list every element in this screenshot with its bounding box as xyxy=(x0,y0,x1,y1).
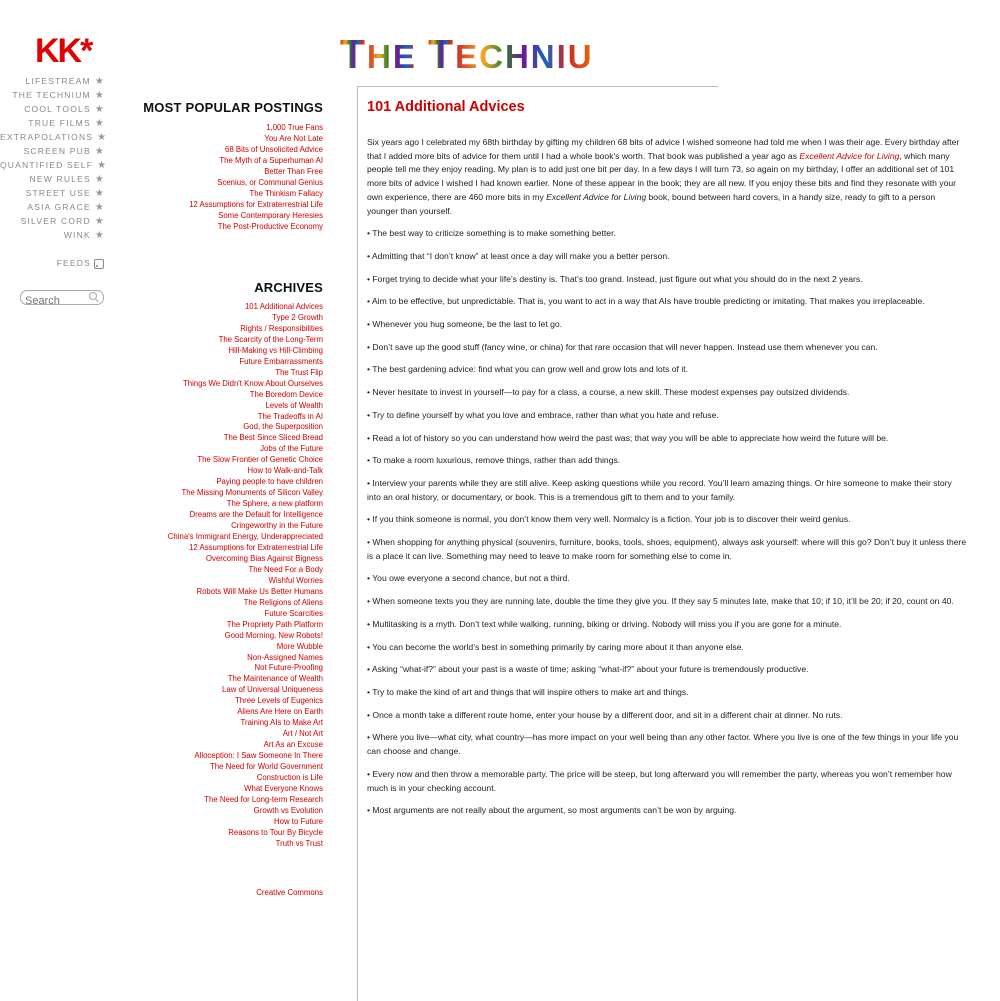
star-icon: ★ xyxy=(94,230,105,241)
post-link[interactable]: How to Walk-and-Talk xyxy=(247,466,323,476)
search-box xyxy=(20,290,104,305)
post-link[interactable]: The Need for World Government xyxy=(210,762,323,772)
nav-item-quantified-self[interactable] xyxy=(0,158,110,172)
post-link[interactable]: Growth vs Evolution xyxy=(253,805,323,815)
nav-item-the-technium[interactable] xyxy=(0,88,110,102)
post-link[interactable]: Reasons to Tour By Bicycle xyxy=(228,827,323,837)
nav-item-label: SILVER CORD xyxy=(20,216,91,226)
nav-item-new-rules[interactable] xyxy=(0,172,110,186)
popular-postings-list xyxy=(189,123,323,233)
post-link[interactable]: Overcoming Bias Against Bigness xyxy=(205,553,323,563)
post-link[interactable]: Scenius, or Communal Genius xyxy=(217,177,323,187)
star-icon: ★ xyxy=(94,202,105,213)
post-link[interactable]: The Trust Flip xyxy=(275,367,323,377)
intro-text: Six years ago I celebrated my 68th birthday by gifting my children 68 bits of advice I wished someone had told me when I was their age. Every birthday after that I added more bits of advice for them until I had a whole book's worth. That book was published a year ago as xyxy=(367,137,960,161)
advice-item: • Read a lot of history so you can understand how weird the past was; that way you will be able to appreciate how weird the future will be. xyxy=(367,432,889,443)
article-panel xyxy=(357,86,967,1001)
advice-item: • Interview your parents while they are still alive. Keep asking questions while you record. You’ll learn amazing things. Or hire someone to make their story into an oral history, or documentary, or book. This is a tremendous gift to them and to your family. xyxy=(367,477,952,502)
advice-item: • When someone texts you they are running late, double the time they give you. If they say 5 minutes late, make that 10; if 10, it’ll be 20; if 20, count on 40. xyxy=(367,596,954,607)
post-title[interactable]: 101 Additional Advices xyxy=(367,99,525,115)
post-link[interactable]: Good Morning, New Robots! xyxy=(224,630,323,640)
star-icon: ★ xyxy=(94,104,105,115)
post-link[interactable]: Three Levels of Eugenics xyxy=(235,696,323,706)
nav-item-silver-cord[interactable] xyxy=(0,214,110,228)
search-input[interactable] xyxy=(25,295,85,308)
advice-item: • Forget trying to decide what your life’s destiny is. That’s too grand. Instead, just figure out what you should do in the next 2 years. xyxy=(367,273,863,284)
banner-letter: T xyxy=(428,31,456,77)
advice-item: • Multitasking is a myth. Don’t text while walking, running, biking or driving. Nobody will miss you if you are gone for a minute. xyxy=(367,618,842,629)
nav-item-extrapolations[interactable] xyxy=(0,130,110,144)
post-link[interactable]: 101 Additional Advices xyxy=(244,302,323,311)
post-link[interactable]: Non-Assigned Names xyxy=(247,652,323,662)
rss-feed-icon xyxy=(94,259,104,269)
post-link[interactable]: Art As an Excuse xyxy=(263,740,323,750)
post-link[interactable]: Wishful Worries xyxy=(268,575,323,585)
star-icon: ★ xyxy=(94,90,105,101)
star-icon: ★ xyxy=(97,160,108,171)
post-link[interactable]: Aliens Are Here on Earth xyxy=(237,707,323,717)
post-link[interactable]: The Missing Monuments of Silicon Valley xyxy=(181,488,323,498)
post-link[interactable]: The Best Since Sliced Bread xyxy=(223,433,323,443)
post-link[interactable]: Robots Will Make Us Better Humans xyxy=(196,586,323,596)
advice-item: • Try to make the kind of art and things that will inspire others to make art and things. xyxy=(367,686,689,697)
post-intro xyxy=(367,136,967,218)
nav-item-cool-tools[interactable] xyxy=(0,102,110,116)
search-icon[interactable] xyxy=(89,292,97,300)
post-body xyxy=(367,136,967,827)
nav-item-label: TRUE FILMS xyxy=(28,118,91,128)
post-link[interactable]: Paying people to have children xyxy=(216,477,323,487)
nav-item-asia-grace[interactable] xyxy=(0,200,110,214)
creative-commons-link[interactable]: Creative Commons xyxy=(256,888,323,897)
banner-letter: T xyxy=(340,31,368,77)
star-icon: ★ xyxy=(94,216,105,227)
nav-item-label: SCREEN PUB xyxy=(23,146,91,156)
nav-item-label: STREET USE xyxy=(25,188,91,198)
star-icon: ★ xyxy=(97,132,108,143)
archives-heading: ARCHIVES xyxy=(254,280,323,295)
kk-logo[interactable]: KK* xyxy=(35,32,92,70)
post-link[interactable]: Alloception: I Saw Someone In There xyxy=(194,751,323,761)
post-link[interactable]: Truth vs Trust xyxy=(275,838,323,848)
post-link[interactable]: The Need For a Body xyxy=(248,564,323,574)
nav-item-label: ASIA GRACE xyxy=(27,202,91,212)
post-link[interactable]: More Wubble xyxy=(276,641,323,651)
post-link[interactable]: The Maintenance of Wealth xyxy=(227,674,323,684)
post-link[interactable]: The Sphere, a new platform xyxy=(226,499,323,509)
post-link[interactable]: You Are Not Late xyxy=(264,133,323,143)
post-link[interactable]: Future Scarcities xyxy=(264,608,323,618)
nav-item-label: COOL TOOLS xyxy=(24,104,91,114)
nav-item-label: LIFESTREAM xyxy=(25,76,91,86)
book-title: Excellent Advice for Living xyxy=(546,191,647,202)
post-link[interactable]: What Everyone Knows xyxy=(244,783,323,793)
star-icon: ★ xyxy=(94,174,105,185)
nav-item-wink[interactable] xyxy=(0,228,110,242)
star-icon: ★ xyxy=(94,188,105,199)
nav-item-label: NEW RULES xyxy=(29,174,91,184)
post-link[interactable]: Future Embarrassments xyxy=(239,356,323,366)
post-link[interactable]: The Slow Frontier of Genetic Choice xyxy=(197,455,323,465)
post-link[interactable]: 12 Assumptions for Extraterrestrial Life xyxy=(189,199,323,209)
post-link[interactable]: 12 Assumptions for Extraterrestrial Life xyxy=(189,542,323,552)
post-link[interactable]: Things We Didn't Know About Ourselves xyxy=(182,378,323,388)
advice-item: • Every now and then throw a memorable party. The price will be steep, but long afterward you will remember the party, whereas you won’t remember how much is in your checking account. xyxy=(367,768,952,793)
advice-item: • The best gardening advice: find what you can grow well and grow lots and lots of it. xyxy=(367,364,689,375)
banner-word: ECHNIU xyxy=(455,38,594,75)
post-link[interactable]: The Religions of Aliens xyxy=(243,597,323,607)
post-link[interactable]: China's Immigrant Energy, Underappreciated xyxy=(167,532,323,542)
advice-item: • Asking “what-if?” about your past is a waste of time; asking “what-if?” about your future is tremendously productive. xyxy=(367,664,809,675)
book-link[interactable]: Excellent Advice for Living xyxy=(799,150,900,161)
advice-item: • If you think someone is normal, you don’t know them very well. Normalcy is a fiction. Your job is to discover their weird genius. xyxy=(367,514,851,525)
nav-item-street-use[interactable] xyxy=(0,186,110,200)
archives-list xyxy=(168,302,323,850)
post-link[interactable]: Cringeworthy in the Future xyxy=(231,521,323,531)
advice-item: • Never hesitate to invest in yourself—to pay for a class, a course, a new skill. These modest expenses pay outsized dividends. xyxy=(367,387,850,398)
nav-item-label: QUANTIFIED SELF xyxy=(0,160,94,170)
post-link[interactable]: Dreams are the Default for Intelligence xyxy=(189,510,323,520)
advice-item: • When shopping for anything physical (souvenirs, furniture, books, tools, shoes, equipment), always ask yourself: where will this go? Don’t buy it unless there is a place it can live. Something may need to leave to make room for something else to come in. xyxy=(367,537,967,561)
nav-item-screen-pub[interactable] xyxy=(0,144,110,158)
post-link[interactable]: Type 2 Growth xyxy=(272,312,323,322)
advice-item: • Once a month take a different route home, enter your house by a different door, and sit in a different chair at dinner. No ruts. xyxy=(367,709,843,720)
advice-item: • Whenever you hug someone, be the last to let go. xyxy=(367,319,563,330)
post-link[interactable]: Some Contemporary Heresies xyxy=(218,210,323,220)
post-link[interactable]: Better Than Free xyxy=(264,166,323,176)
post-link[interactable]: Rights / Responsibilities xyxy=(240,323,323,333)
post-link[interactable]: How to Future xyxy=(274,816,323,826)
post-link[interactable]: Art / Not Art xyxy=(282,729,323,739)
advice-item: • Aim to be effective, but unpredictable. That is, you want to act in a way that AIs have trouble predicting or imitating. That makes you irreplaceable. xyxy=(367,296,925,307)
nav-item-label: EXTRAPOLATIONS xyxy=(0,132,94,142)
post-link[interactable]: Not Future-Proofing xyxy=(254,663,323,673)
post-link[interactable]: The Myth of a Superhuman AI xyxy=(219,155,323,165)
nav-item-label: WINK xyxy=(63,230,91,240)
nav-item-label: THE TECHNIUM xyxy=(12,90,91,100)
post-link[interactable]: The Boredom Device xyxy=(249,389,323,399)
star-icon: ★ xyxy=(94,118,105,129)
post-link[interactable]: 68 Bits of Unsolicited Advice xyxy=(225,144,323,154)
post-link[interactable]: God, the Superposition xyxy=(243,422,323,432)
advice-item: • Admitting that “I don’t know” at least once a day will make you a better person. xyxy=(367,250,670,261)
feeds-link[interactable]: FEEDS xyxy=(57,258,104,269)
post-link[interactable]: The Scarcity of the Long-Term xyxy=(218,334,323,344)
post-link[interactable]: Construction is Life xyxy=(256,772,323,782)
post-link[interactable]: Jobs of the Future xyxy=(260,444,323,454)
advice-item: • The best way to criticize something is to make something better. xyxy=(367,228,616,239)
post-link[interactable]: Hill-Making vs Hill-Climbing xyxy=(228,345,323,355)
post-link[interactable]: Levels of Wealth xyxy=(265,400,323,410)
advice-list xyxy=(367,227,967,818)
post-link[interactable]: The Post-Productive Economy xyxy=(217,221,323,231)
advice-item: • Try to define yourself by what you love and embrace, rather than what you hate and refuse. xyxy=(367,409,719,420)
post-link[interactable]: The Thinkism Fallacy xyxy=(249,188,323,198)
advice-item: • To make a room luxurious, remove things, rather than add things. xyxy=(367,455,621,466)
popular-postings-heading: MOST POPULAR POSTINGS xyxy=(143,100,323,115)
advice-item: • Where you live—what city, what country—has more impact on your well being than any other factor. Where you live is one of the few things in your life you can choose and change. xyxy=(367,732,959,757)
nav-item-lifestream[interactable] xyxy=(0,74,110,88)
advice-item: • You can become the world’s best in something primarily by caring more about it than anyone else. xyxy=(367,641,744,652)
star-icon: ★ xyxy=(94,76,105,87)
post-link[interactable]: The Need for Long-term Research xyxy=(204,794,323,804)
post-link[interactable]: The Tradeoffs in AI xyxy=(257,411,323,421)
technium-banner[interactable] xyxy=(340,33,717,75)
site-nav-list xyxy=(0,74,110,242)
advice-item: • Most arguments are not really about the argument, so most arguments can’t be won by arguing. xyxy=(367,805,737,816)
advice-item: • Don’t save up the good stuff (fancy wine, or china) for that rare occasion that will never happen. Instead use them whenever you can. xyxy=(367,341,878,352)
post-link[interactable]: The Propriety Path Platform xyxy=(226,619,323,629)
star-icon: ★ xyxy=(94,146,105,157)
post-link[interactable]: Training AIs to Make Art xyxy=(240,718,323,728)
post-link[interactable]: 1,000 True Fans xyxy=(266,123,323,132)
intro-text: book, bound between hard covers, in a handy size, ready to gift to a person younger than yourself. xyxy=(367,191,936,216)
advice-item: • You owe everyone a second chance, but not a third. xyxy=(367,573,570,584)
post-link[interactable]: Law of Universal Uniqueness xyxy=(222,685,323,695)
intro-text: , which many people tell me they enjoy reading. My plan is to add just one bit per day. In a few days I will turn 73, so again on my birthday, I offer an additional set of 101 more bits of advice I wished I had known earlier. None of these appear in the book; they are all new. If you enjoy these bits and find they resonate with your own experience, there are 460 more bits in my xyxy=(367,150,957,202)
nav-item-true-films[interactable] xyxy=(0,116,110,130)
banner-word: HE xyxy=(367,38,429,75)
